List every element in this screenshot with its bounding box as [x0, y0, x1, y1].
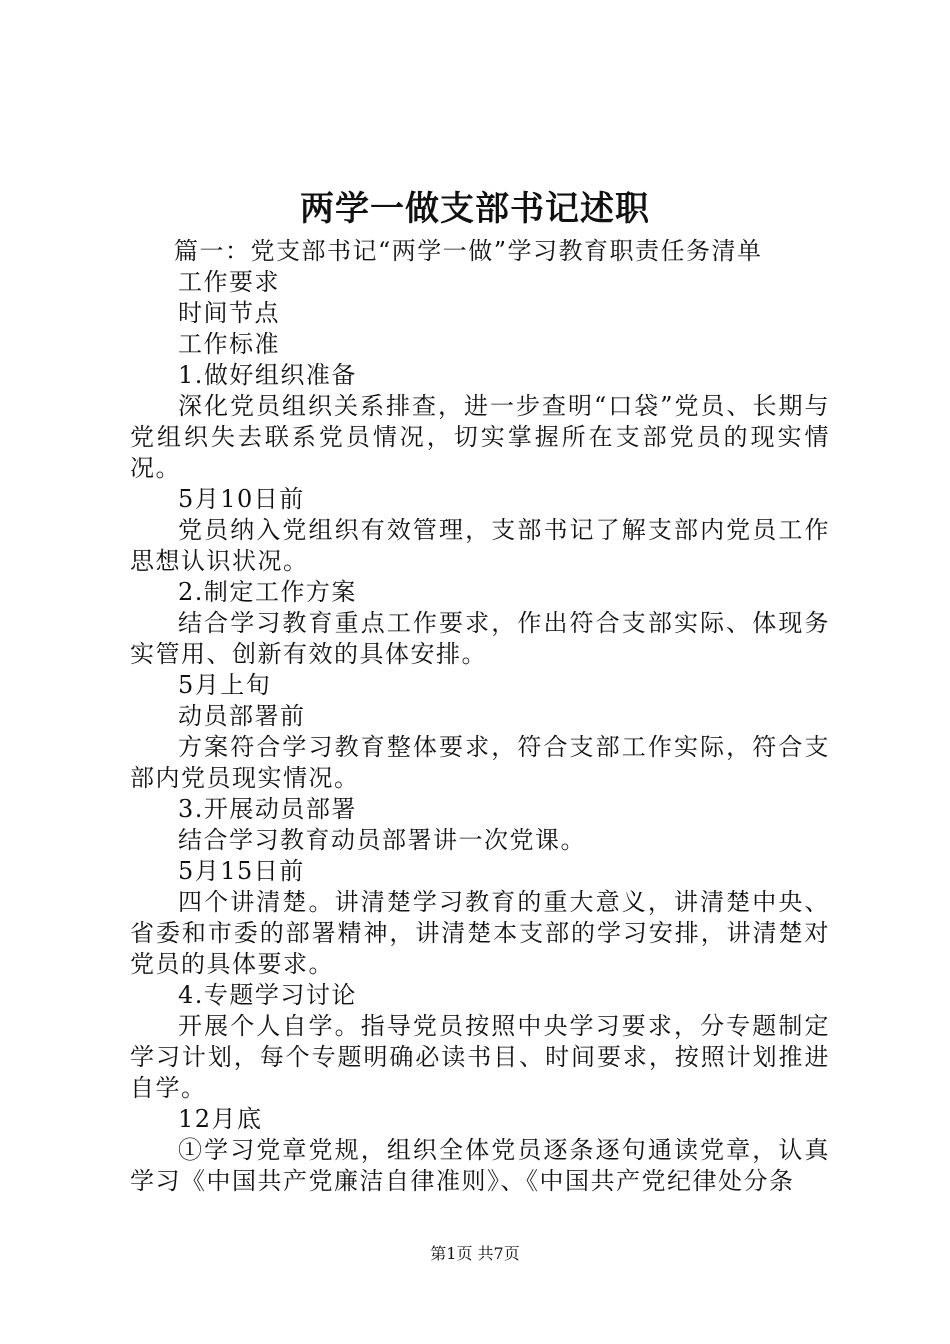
paragraph: 工作要求	[178, 268, 280, 296]
paragraph: ①学习党章党规，组织全体党员逐条逐句通读党章，认真学习《中国共产党廉洁自律准则》、《中国共产党纪律处分条	[130, 1136, 830, 1195]
paragraph: 深化党员组织关系排查，进一步查明“口袋”党员、长期与党组织失去联系党员情况，切实掌握所在支部党员的现实情况。	[130, 392, 830, 482]
paragraph: 4.专题学习讨论	[178, 981, 357, 1009]
paragraph: 四个讲清楚。讲清楚学习教育的重大意义，讲清楚中央、省委和市委的部署精神，讲清楚本支部的学习安排，讲清楚对党员的具体要求。	[130, 888, 830, 978]
document-body	[130, 236, 830, 1197]
paragraph: 结合学习教育动员部署讲一次党课。	[178, 826, 586, 854]
paragraph: 5月10日前	[178, 485, 305, 513]
paragraph: 3.开展动员部署	[178, 795, 357, 823]
paragraph: 2.制定工作方案	[178, 578, 357, 606]
document-title: 两学一做支部书记述职	[300, 189, 650, 229]
paragraph: 时间节点	[178, 299, 280, 327]
paragraph: 工作标准	[178, 330, 280, 358]
page-number-footer: 第1页 共7页	[430, 1244, 520, 1263]
paragraph: 12月底	[178, 1105, 263, 1133]
paragraph: 党员纳入党组织有效管理，支部书记了解支部内党员工作思想认识状况。	[130, 516, 830, 575]
paragraph: 5月上旬	[178, 671, 272, 699]
paragraph: 开展个人自学。指导党员按照中央学习要求，分专题制定学习计划，每个专题明确必读书目、时间要求，按照计划推进自学。	[130, 1012, 830, 1102]
paragraph: 结合学习教育重点工作要求，作出符合支部实际、体现务实管用、创新有效的具体安排。	[130, 609, 830, 668]
paragraph: 1.做好组织准备	[178, 361, 357, 389]
paragraph-subtitle: 篇一：党支部书记“两学一做”学习教育职责任务清单	[174, 237, 763, 265]
paragraph: 动员部署前	[178, 702, 306, 730]
paragraph: 方案符合学习教育整体要求，符合支部工作实际，符合支部内党员现实情况。	[130, 733, 830, 792]
paragraph: 5月15日前	[178, 857, 305, 885]
